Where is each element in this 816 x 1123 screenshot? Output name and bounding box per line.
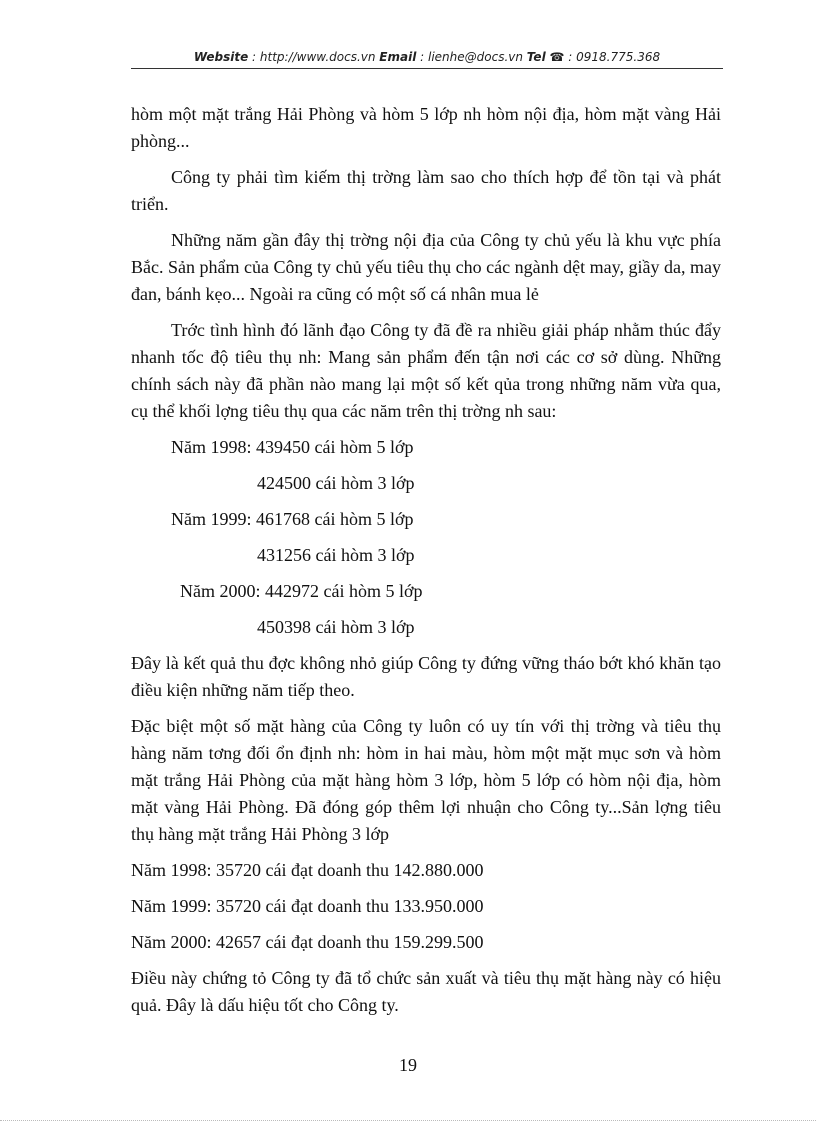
revenue-list: [131, 857, 721, 965]
output-2000-3-layer: 450398 cái hòm 3 lớp: [257, 617, 415, 637]
page-header: [131, 50, 723, 69]
output-2000-5-layer: Năm 2000: 442972 cái hòm 5 lớp: [180, 581, 423, 601]
paragraph-3: Những năm gần đây thị trờng nội địa của Công ty chủ yếu là khu vực phía Bắc. Sản phẩm của Công ty chủ yếu tiêu thụ cho các ngành dệt may, giầy da, may đan, bánh kẹo... Ngoài ra cũng có một số cá nhân mua lẻ: [131, 230, 721, 304]
email-value: : lienhe@docs.vn: [416, 50, 527, 64]
page-number: 19: [399, 1055, 417, 1075]
revenue-1999: Năm 1999: 35720 cái đạt doanh thu 133.950.000: [131, 896, 484, 916]
email-label: Email: [379, 50, 417, 64]
document-body: [131, 101, 721, 1028]
revenue-1998: Năm 1998: 35720 cái đạt doanh thu 142.880.000: [131, 860, 484, 880]
paragraph-7: Điều này chứng tỏ Công ty đã tổ chức sản xuất và tiêu thụ mặt hàng này có hiệu quả. Đây là dấu hiệu tốt cho Công ty.: [131, 968, 721, 1015]
tel-value: ☎ : 0918.775.368: [545, 50, 661, 64]
output-list: [131, 434, 721, 650]
paragraph-6: Đặc biệt một số mặt hàng của Công ty luôn có uy tín với thị trờng và tiêu thụ hàng năm tơng đối ổn định nh: hòm in hai màu, hòm một mặt mục sơn và hòm mặt trắng Hải Phòng của mặt hàng hòm 3 lớp, hòm 5 lớp có hòm nội địa, hòm mặt vàng Hải Phòng. Đã đóng góp thêm lợi nhuận cho Công ty...Sản lợng tiêu thụ hàng mặt trắng Hải Phòng 3 lớp: [131, 716, 721, 844]
output-1998-3-layer: 424500 cái hòm 3 lớp: [257, 473, 415, 493]
paragraph-1: hòm một mặt trắng Hải Phòng và hòm 5 lớp nh hòm nội địa, hòm mặt vàng Hải phòng...: [131, 104, 721, 151]
website-label: Website: [193, 50, 249, 64]
paragraph-5: Đây là kết quả thu đợc không nhỏ giúp Công ty đứng vững tháo bớt khó khăn tạo điều kiện những năm tiếp theo.: [131, 653, 721, 700]
output-1999-3-layer: 431256 cái hòm 3 lớp: [257, 545, 415, 565]
paragraph-2: Công ty phải tìm kiếm thị trờng làm sao cho thích hợp để tồn tại và phát triển.: [131, 167, 721, 214]
page-bottom-divider: [0, 1120, 816, 1121]
tel-label: Tel: [526, 50, 546, 64]
output-1999-5-layer: Năm 1999: 461768 cái hòm 5 lớp: [171, 509, 414, 529]
revenue-2000: Năm 2000: 42657 cái đạt doanh thu 159.299.500: [131, 932, 484, 952]
output-1998-5-layer: Năm 1998: 439450 cái hòm 5 lớp: [171, 437, 414, 457]
website-value: : http://www.docs.vn: [248, 50, 380, 64]
paragraph-4: Trớc tình hình đó lãnh đạo Công ty đã đề ra nhiều giải pháp nhằm thúc đẩy nhanh tốc độ tiêu thụ nh: Mang sản phẩm đến tận nơi các cơ sở dùng. Những chính sách này đã phần nào mang lại một số kết qủa trong những năm vừa qua, cụ thể khối lợng tiêu thụ qua các năm trên thị trờng nh sau:: [131, 320, 721, 421]
